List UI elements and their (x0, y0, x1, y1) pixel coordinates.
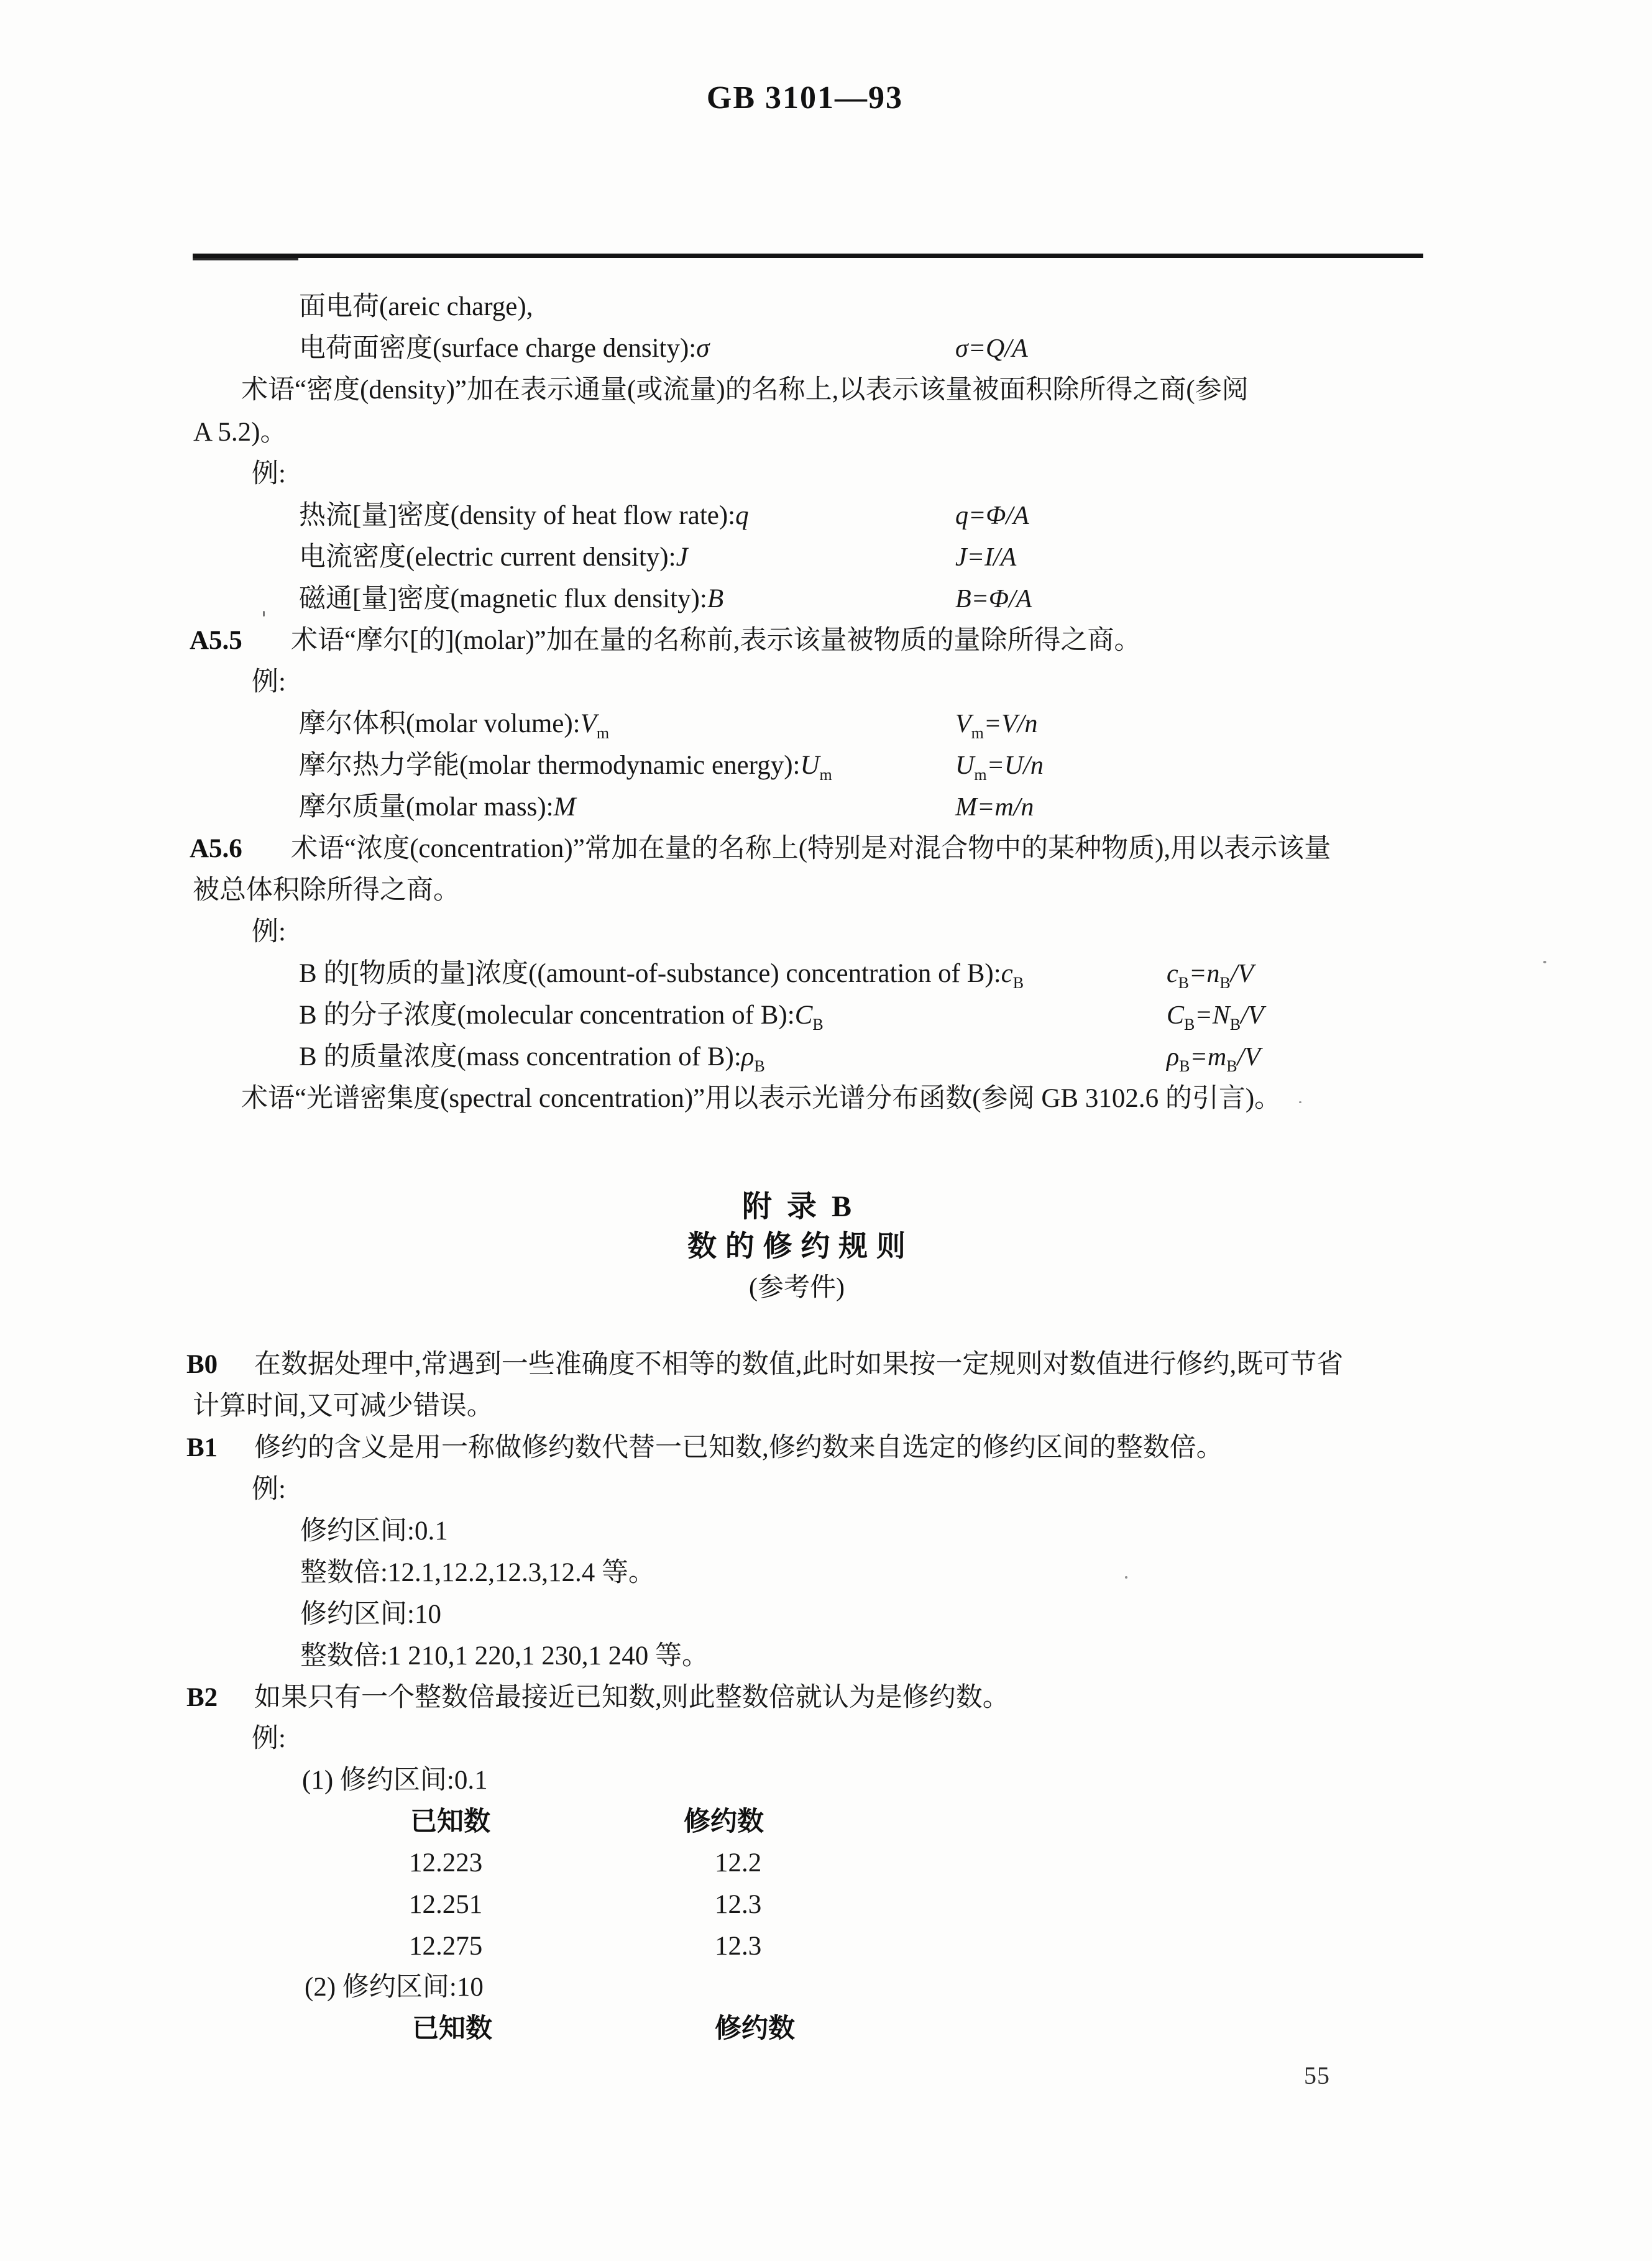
text-line: 已知数 (410, 1807, 490, 1837)
text-line: 修约数 (684, 1807, 764, 1837)
text-line: 整数倍:12.1,12.2,12.3,12.4 等。 (300, 1558, 655, 1587)
text-line: A5.6 (190, 834, 242, 863)
text-line: 摩尔质量(molar mass):M (299, 792, 576, 822)
text-line: 整数倍:1 210,1 220,1 230,1 240 等。 (300, 1641, 709, 1671)
formula: $U_m=U/n$ (955, 751, 1044, 784)
formula: q=Φ/A (955, 502, 1029, 530)
scan-speck (263, 611, 265, 617)
text-line: B2 (186, 1683, 218, 1712)
text-line: 12.3 (715, 1932, 762, 1961)
text-line: 修约区间:0.1 (300, 1516, 448, 1546)
text-line: 12.251 (409, 1890, 483, 1919)
formula: $\rho_B=m_B/V$ (1167, 1043, 1260, 1075)
text-line: 被总体积除所得之商。 (193, 876, 460, 905)
text-line: 修约数 (715, 2014, 795, 2043)
text-line: 12.275 (409, 1932, 483, 1961)
formula: M=m/n (955, 793, 1034, 822)
formula: $V_m=V/n$ (955, 710, 1038, 742)
appendix-title: 附 录 B (741, 1190, 852, 1223)
header-rule-tail (193, 258, 298, 260)
formula: $c_B=n_B/V$ (1167, 960, 1254, 992)
text-line: 热流[量]密度(density of heat flow rate):q (299, 501, 749, 530)
text-line: B1 (186, 1433, 218, 1462)
text-line: 磁通[量]密度(magnetic flux density):B (299, 584, 724, 613)
text-line: 例: (252, 917, 286, 947)
text-line: 术语“光谱密集度(spectral concentration)”用以表示光谱分布函数(参阅 GB 3102.6 的引言)。 (241, 1084, 1282, 1113)
page-number: 55 (1304, 2062, 1330, 2089)
text-line: B 的分子浓度(molecular concentration of $B):C_B$ (299, 1001, 824, 1034)
text-line: 12.2 (715, 1848, 762, 1878)
text-line: 面电荷(areic charge), (299, 292, 533, 321)
text-line: (1) 修约区间:0.1 (302, 1766, 488, 1795)
text-line: 修约的含义是用一称做修约数代替一已知数,修约数来自选定的修约区间的整数倍。 (254, 1433, 1223, 1462)
text-line: 计算时间,又可减少错误。 (193, 1392, 493, 1421)
text-line: 已知数 (412, 2014, 492, 2043)
text-line: 12.223 (409, 1848, 483, 1878)
formula: σ=Q/A (955, 334, 1028, 363)
text-line: B 的质量浓度(mass concentration of $B):\rho_B$ (299, 1042, 765, 1075)
text-line: (2) 修约区间:10 (305, 1973, 484, 2002)
scan-speck (1125, 1576, 1127, 1579)
text-line: 术语“密度(density)”加在表示通量(或流量)的名称上,以表示该量被面积除所得之商(参阅 (241, 375, 1249, 405)
text-line: B 的[物质的量]浓度((amount-of-substance) concentration of $B):c_B$ (299, 959, 1024, 992)
text-line: 在数据处理中,常遇到一些准确度不相等的数值,此时如果按一定规则对数值进行修约,既可节省 (254, 1350, 1344, 1379)
text-line: 摩尔热力学能(molar thermodynamic $energy):U_m$ (299, 751, 832, 784)
text-line: 术语“摩尔[的](molar)”加在量的名称前,表示该量被物质的量除所得之商。 (291, 626, 1141, 655)
text-line: 修约区间:10 (300, 1600, 441, 1629)
text-line: 12.3 (715, 1890, 762, 1919)
text-line: A 5.2)。 (193, 418, 287, 447)
text-line: A5.5 (190, 626, 242, 655)
text-line: 电荷面密度(surface charge density):σ (299, 334, 710, 363)
formula: J=I/A (955, 543, 1017, 572)
text-line: 如果只有一个整数倍最接近已知数,则此整数倍就认为是修约数。 (254, 1683, 1009, 1712)
text-line: 摩尔体积(molar $volume):V_m$ (299, 709, 610, 742)
text-line: 例: (252, 1724, 286, 1753)
text-line: 例: (252, 667, 286, 697)
formula: B=Φ/A (955, 585, 1032, 613)
scan-speck (1543, 961, 1546, 963)
scan-speck (1299, 1101, 1301, 1103)
text-line: 例: (252, 459, 286, 488)
standard-number-header: GB 3101—93 (706, 80, 904, 116)
appendix-subtitle: 数 的 修 约 规 则 (687, 1231, 906, 1263)
text-line: 术语“浓度(concentration)”常加在量的名称上(特别是对混合物中的某种物质),用以表示该量 (291, 834, 1331, 863)
text-line: 电流密度(electric current density):J (299, 543, 688, 572)
appendix-note: (参考件) (749, 1273, 845, 1302)
text-line: B0 (186, 1350, 218, 1379)
formula: $C_B=N_B/V$ (1167, 1001, 1264, 1034)
header-rule (193, 254, 1423, 258)
text-line: 例: (252, 1475, 286, 1504)
